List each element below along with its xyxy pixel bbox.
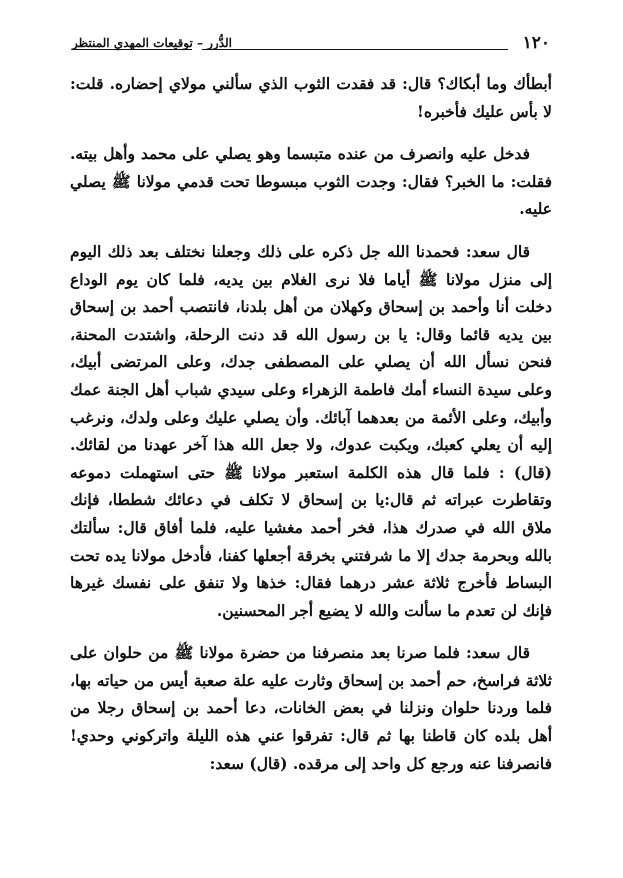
header-rule <box>202 49 508 50</box>
running-title: الدُّرر – توقيعات المهدي المنتظر <box>72 36 233 50</box>
body-text <box>70 70 552 777</box>
paragraph-2: فدخل عليه وانصرف من عنده متبسما وهو يصلي على محمد وأهل بيته. فقلت: ما الخبر؟ فقال: وجدت الثوب مبسوطا تحت قدمي مولانا ﷺ يصلي عليه. <box>70 144 552 219</box>
paragraph-1: أبطأك وما أبكاك؟ قال: قد فقدت الثوب الذي سألني مولاي إحضاره. قلت: لا بأس عليك فأخبره! <box>70 74 552 121</box>
paragraph-4: قال سعد: فلما صرنا بعد منصرفنا من حضرة مولانا ﷺ من حلوان على ثلاثة فراسخ، حم أحمد بن إسحاق وثارت عليه علة صعبة أيس من حياته بها، فلما وردنا حلوان ونزلنا في بعض الخانات، دعا أحمد بن إسحاق رجلا من أهل بلده كان قاطنا بها ثم قال: تفرقوا عني هذه الليلة واتركوني وحدي!فانصرفنا عنه ورجع كل واحد إلى مرقده. (قال) سعد: <box>70 643 552 773</box>
page-header <box>72 33 550 55</box>
page-number: ١٢٠ <box>522 33 550 53</box>
paragraph-3: قال سعد: فحمدنا الله جل ذكره على ذلك وجعلنا نختلف بعد ذلك اليوم إلى منزل مولانا ﷺ أياما فلا نرى الغلام بين يديه، فلما كان يوم الوداع دخلت أنا وأحمد بن إسحاق وكهلان من أهل بلدنا، فانتصب أحمد بن إسحاق بين يديه قائما وقال: يا بن رسول الله قد دنت الرحلة، واشتدت المحنة، فنحن نسأل الله أن يصلي على المصطفى جدك، وعلى المرتضى أبيك، وعلى سيدة النساء أمك فاطمة الزهراء وعلى سيدي شباب أهل الجنة عمك وأبيك، وعلى الأئمة من بعدهما آبائك. وأن يصلي عليك وعلى ولدك، ونرغب إليه أن يعلي كعبك، ويكبت عدوك، ولا جعل الله هذا آخر عهدنا من لقائك. (قال) : فلما قال هذه الكلمة استعبر مولانا ﷺ حتى استهملت دموعه وتقاطرت عبراته ثم قال:يا بن إسحاق لا تكلف في دعائك شططا، فإنك ملاق الله في صدرك هذا، فخر أحمد مغشيا عليه، فلما أفاق قال: سألتك بالله وبحرمة جدك إلا ما شرفتني بخرقة أجعلها كفنا، فأدخل مولانا يده تحت البساط فأخرج ثلاثة عشر درهما فقال: خذها ولا تنفق على نفسك غيرها فإنك لن تعدم ما سألت والله لا يضيع أجر المحسنين. <box>70 241 552 620</box>
